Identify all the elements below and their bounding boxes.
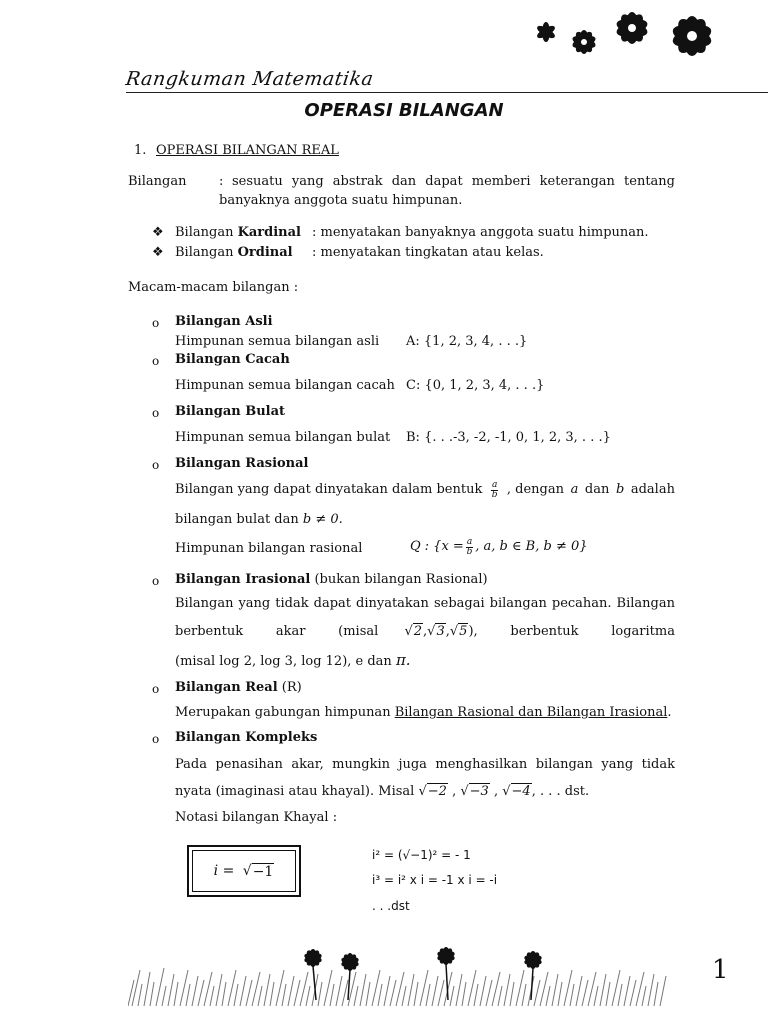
cacah-title: Bilangan Cacah bbox=[175, 352, 290, 367]
irasional-title: Bilangan Irasional bbox=[175, 572, 311, 587]
sqrt-radicand: −2 bbox=[427, 784, 447, 799]
real-line-post: . bbox=[667, 705, 672, 720]
kind-name: Ordinal bbox=[237, 245, 293, 260]
definition-line-1: sesuatu yang abstrak dan dapat memberi keterangan tentang bbox=[232, 174, 675, 189]
list-bullet: o bbox=[152, 406, 160, 420]
fraction-a-over-b bbox=[491, 481, 498, 500]
real-line-underlined: Bilangan Rasional dan Bilangan Irasional bbox=[394, 705, 668, 720]
real-line bbox=[175, 704, 672, 722]
list-bullet: o bbox=[152, 458, 160, 472]
bulat-desc: Himpunan semua bilangan bulat bbox=[175, 430, 391, 445]
diamond-bullet-icon: ❖ bbox=[152, 225, 164, 240]
section-title: OPERASI BILANGAN REAL bbox=[156, 143, 339, 158]
real-title-line bbox=[175, 679, 302, 697]
list-bullet: o bbox=[152, 354, 160, 368]
imaginary-unit-lhs: i = bbox=[213, 863, 239, 879]
sqrt-radicand: 3 bbox=[436, 624, 445, 639]
asli-title: Bilangan Asli bbox=[175, 314, 273, 329]
irasional-line-3 bbox=[175, 651, 411, 671]
sqrt-radicand: 5 bbox=[459, 624, 468, 639]
rasional-line-2 bbox=[175, 511, 343, 529]
section-number: 1. bbox=[134, 143, 147, 158]
irasional-line-3-text: (misal log 2, log 3, log 12), e dan bbox=[175, 654, 392, 669]
kind-kardinal bbox=[175, 224, 301, 242]
diamond-bullet-icon: ❖ bbox=[152, 245, 164, 260]
pi-symbol: π. bbox=[395, 651, 411, 669]
definition-line-2: banyaknya anggota suatu himpunan. bbox=[219, 193, 463, 208]
kind-kardinal-desc: : menyatakan banyaknya anggota suatu himpunan. bbox=[312, 225, 649, 240]
rasional-set-open: : {x = bbox=[424, 539, 464, 554]
kompleks-line-2: nyata (imaginasi atau khayal). Misal √−2 , √−3 , √−4, . . . dst. bbox=[175, 784, 590, 799]
irasional-word: akar bbox=[275, 624, 306, 639]
sqrt-radicand: −3 bbox=[469, 784, 489, 799]
list-bullet: o bbox=[152, 732, 160, 746]
cacah-set: C: {0, 1, 2, 3, 4, . . .} bbox=[406, 378, 545, 393]
definition-term: Bilangan bbox=[128, 174, 187, 189]
fraction-a-over-b bbox=[466, 538, 473, 557]
kompleks-line-1: Pada penasihan akar, mungkin juga menghasilkan bilangan yang tidak bbox=[175, 757, 675, 772]
power-equation-3: . . .dst bbox=[372, 899, 410, 913]
irasional-title-line bbox=[175, 571, 488, 589]
rasional-line-2-text: bilangan bulat dan bbox=[175, 512, 299, 527]
sqrt-symbol: √ bbox=[502, 784, 511, 799]
kind-name: Kardinal bbox=[237, 225, 301, 240]
kompleks-line-2-text: nyata (imaginasi atau khayal). Misal bbox=[175, 784, 415, 799]
header-brand: Rangkuman Matematika bbox=[124, 68, 375, 90]
sqrt-radicand: −1 bbox=[252, 863, 274, 880]
irasional-title-paren: (bukan bilangan Rasional) bbox=[310, 572, 488, 587]
kind-ordinal bbox=[175, 244, 293, 262]
sqrt-radicand: −4 bbox=[511, 784, 531, 799]
rasional-var-b: b bbox=[615, 482, 625, 497]
sqrt-symbol: √ bbox=[427, 624, 436, 639]
rasional-text-b: , dengan bbox=[506, 482, 564, 497]
bulat-set: B: {. . .-3, -2, -1, 0, 1, 2, 3, . . .} bbox=[406, 430, 611, 445]
sqrt-symbol: √ bbox=[460, 784, 469, 799]
kind-prefix: Bilangan bbox=[175, 225, 238, 240]
irasional-line-2 bbox=[175, 622, 675, 642]
irasional-word: logaritma bbox=[611, 624, 675, 639]
real-title-paren: (R) bbox=[277, 680, 302, 695]
kind-prefix: Bilangan bbox=[175, 245, 238, 260]
kompleks-line-2-end: , . . . dst. bbox=[531, 784, 590, 799]
irasional-misal-group: (misal √2,√3,√5), bbox=[338, 624, 478, 639]
kind-ordinal-desc: : menyatakan tingkatan atau kelas. bbox=[312, 245, 544, 260]
kompleks-title: Bilangan Kompleks bbox=[175, 730, 318, 745]
kompleks-notation-label: Notasi bilangan Khayal : bbox=[175, 810, 338, 825]
irasional-word: (misal bbox=[338, 624, 379, 639]
irasional-word: berbentuk bbox=[175, 624, 244, 639]
fraction-numerator: a bbox=[466, 536, 473, 547]
irasional-word: berbentuk bbox=[510, 624, 579, 639]
fraction-denominator: b bbox=[466, 546, 473, 557]
definition-colon: : bbox=[219, 174, 224, 189]
rasional-text-d: adalah bbox=[630, 482, 675, 497]
real-title: Bilangan Real bbox=[175, 680, 278, 695]
power-equation-2: i³ = i² x i = -1 x i = -i bbox=[372, 873, 498, 887]
rasional-set-q: Q bbox=[410, 539, 421, 554]
real-line-pre: Merupakan gabungan himpunan bbox=[175, 705, 395, 720]
page-number: 1 bbox=[712, 955, 729, 985]
rasional-set-desc: Himpunan bilangan rasional bbox=[175, 541, 363, 556]
asli-desc: Himpunan semua bilangan asli bbox=[175, 334, 380, 349]
irasional-close: ), bbox=[468, 624, 478, 639]
fraction-denominator: b bbox=[491, 489, 498, 500]
rasional-text-c: dan bbox=[584, 482, 610, 497]
sqrt-symbol: √ bbox=[418, 784, 427, 799]
rasional-title: Bilangan Rasional bbox=[175, 456, 309, 471]
list-bullet: o bbox=[152, 682, 160, 696]
irasional-line-1: Bilangan yang tidak dapat dinyatakan sebagai bilangan pecahan. Bilangan bbox=[175, 596, 675, 611]
bulat-title: Bilangan Bulat bbox=[175, 404, 286, 419]
flower-icon bbox=[535, 11, 713, 58]
grass-decoration-bottom bbox=[128, 940, 668, 1008]
sqrt-symbol: √ bbox=[242, 863, 252, 879]
rasional-set bbox=[410, 532, 588, 562]
rasional-line-1 bbox=[175, 478, 675, 502]
power-equation-1: i² = (√−1)² = - 1 bbox=[372, 848, 471, 862]
cacah-desc: Himpunan semua bilangan cacah bbox=[175, 378, 395, 393]
list-bullet: o bbox=[152, 316, 160, 330]
sqrt-symbol: √ bbox=[404, 624, 413, 639]
header-rule bbox=[126, 92, 768, 93]
rasional-set-close: , a, b ∈ B, b ≠ 0} bbox=[475, 539, 588, 554]
rasional-text-a: Bilangan yang dapat dinyatakan dalam bentuk bbox=[175, 482, 483, 497]
imaginary-unit-box-inner bbox=[192, 850, 296, 892]
sqrt-symbol: √ bbox=[449, 624, 459, 639]
rasional-var-a: a bbox=[570, 482, 579, 497]
imaginary-unit-box bbox=[187, 845, 301, 897]
macam-label: Macam-macam bilangan : bbox=[128, 280, 299, 295]
rasional-line-2-math: b ≠ 0. bbox=[302, 512, 343, 527]
asli-set: A: {1, 2, 3, 4, . . .} bbox=[406, 334, 528, 349]
page-title: OPERASI BILANGAN bbox=[304, 100, 504, 121]
fraction-numerator: a bbox=[491, 479, 498, 490]
flower-decoration-top bbox=[520, 0, 730, 66]
sqrt-radicand: 2 bbox=[413, 624, 423, 639]
list-bullet: o bbox=[152, 574, 160, 588]
